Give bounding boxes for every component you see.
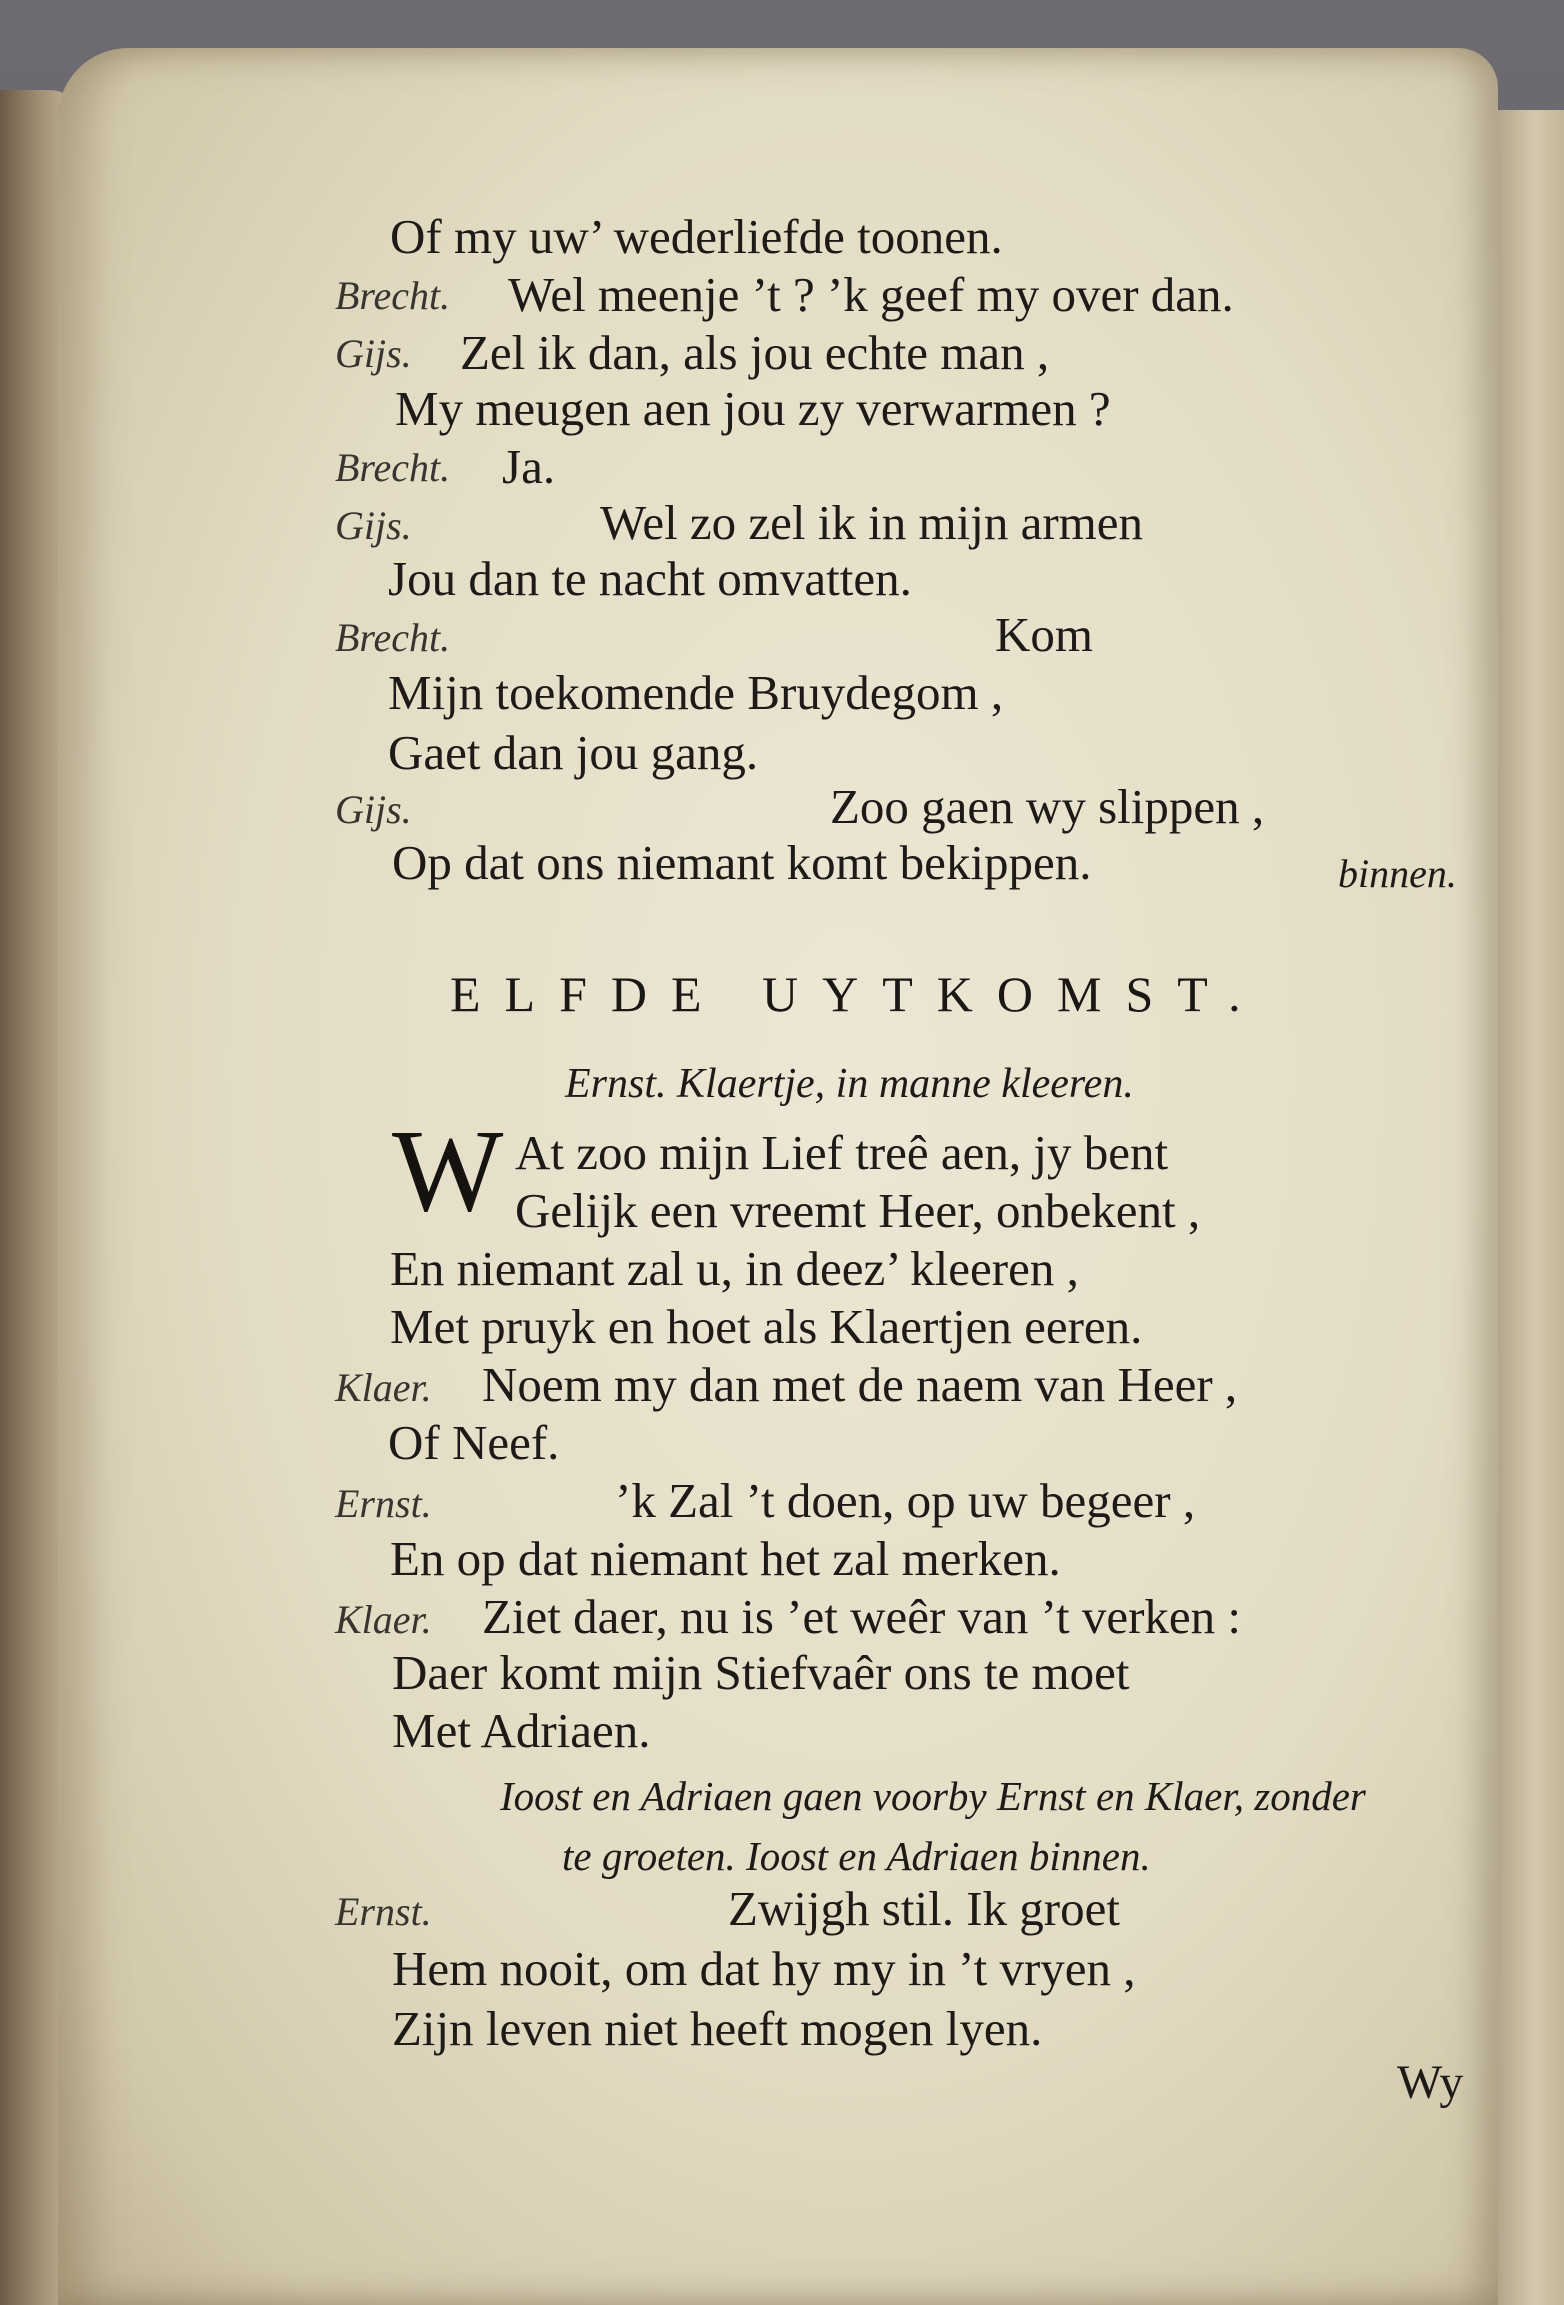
verse-line: Hem nooit, om dat hy my in ’t vryen , [392, 1941, 1136, 1996]
speaker-label: Brecht. [335, 273, 451, 318]
speaker-label: Brecht. [335, 445, 451, 490]
speaker-label: Gijs. [335, 787, 412, 832]
verse-line: Met Adriaen. [392, 1703, 651, 1758]
speaker-label: Ernst. [335, 1481, 432, 1526]
verse-line: Zwijgh stil. Ik groet [728, 1881, 1120, 1936]
verse-line: Ja. [502, 439, 556, 494]
verse-line: Met pruyk en hoet als Klaertjen eeren. [390, 1299, 1143, 1354]
verse-line: En op dat niemant het zal merken. [390, 1531, 1061, 1586]
verse-line: Gaet dan jou gang. [388, 725, 759, 780]
cast-list: Ernst. Klaertje, in manne kleeren. [565, 1061, 1134, 1107]
verse-line: Jou dan te nacht omvatten. [388, 551, 912, 606]
speaker-label: Klaer. [335, 1597, 432, 1642]
verse-line: Op dat ons niemant komt bekippen. [392, 835, 1092, 890]
verse-line: My meugen aen jou zy verwarmen ? [395, 381, 1111, 436]
speaker-label: Brecht. [335, 615, 451, 660]
verse-line: Of Neef. [388, 1415, 560, 1470]
verse-line: Kom [995, 607, 1093, 662]
verse-line: Noem my dan met de naem van Heer , [482, 1357, 1238, 1412]
verse-line: Of my uw’ wederliefde toonen. [390, 209, 1003, 264]
verse-line: At zoo mijn Lief treê aen, jy bent [515, 1125, 1169, 1180]
speaker-label: Ernst. [335, 1889, 432, 1934]
verse-line: Wel zo zel ik in mijn armen [600, 495, 1144, 550]
stage-direction-line: Ioost en Adriaen gaen voorby Ernst en Klaer, zonder [500, 1773, 1366, 1819]
verse-line: Mijn toekomende Bruydegom , [388, 665, 1004, 720]
verse-line: ’k Zal ’t doen, op uw begeer , [615, 1473, 1196, 1528]
catchword: Wy [1397, 2056, 1464, 2109]
verse-line: Ziet daer, nu is ’et weêr van ’t verken : [482, 1589, 1242, 1644]
verse-line: Daer komt mijn Stiefvaêr ons te moet [392, 1645, 1130, 1700]
speaker-label: Klaer. [335, 1365, 432, 1410]
drop-cap: W [392, 1105, 504, 1236]
stage-note-exit: binnen. [1338, 851, 1457, 896]
verse-line: Zel ik dan, als jou echte man , [460, 325, 1050, 380]
stage-direction-line: te groeten. Ioost en Adriaen binnen. [562, 1833, 1151, 1879]
speaker-label: Gijs. [335, 503, 412, 548]
speaker-label: Gijs. [335, 331, 412, 376]
verse-line: Gelijk een vreemt Heer, onbekent , [515, 1183, 1201, 1238]
verse-line: Zijn leven niet heeft mogen lyen. [392, 2001, 1043, 2056]
verse-line: Wel meenje ’t ? ’k geef my over dan. [508, 267, 1234, 322]
verse-line: En niemant zal u, in deez’ kleeren , [390, 1241, 1079, 1296]
verse-line: Zoo gaen wy slippen , [830, 779, 1265, 834]
scene-heading: ELFDE UYTKOMST. [450, 966, 1265, 1022]
